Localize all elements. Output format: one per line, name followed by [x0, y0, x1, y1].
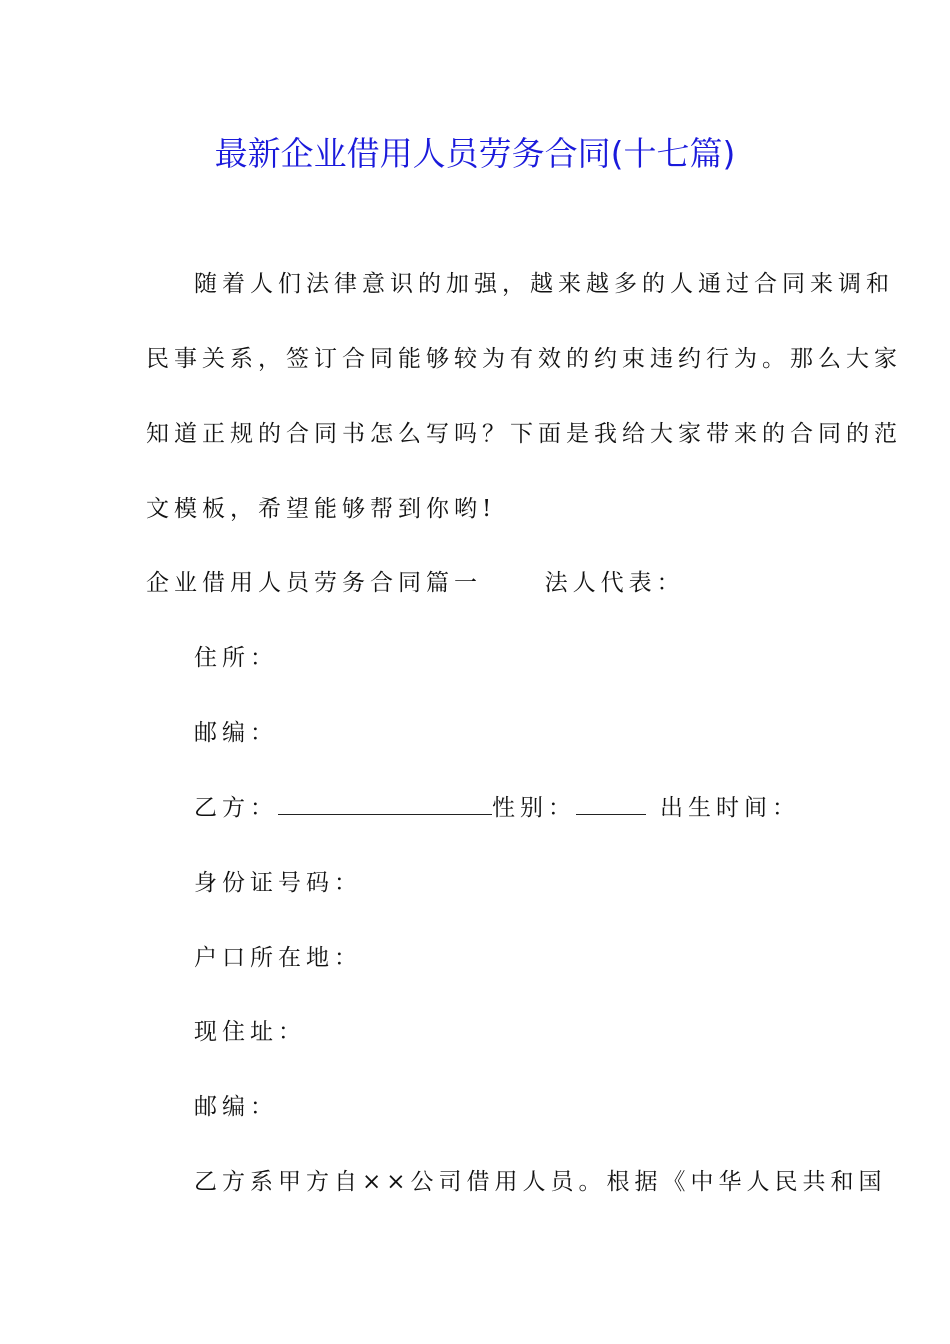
address-label: 住所： — [194, 645, 278, 671]
gender-blank — [576, 794, 646, 815]
section-heading-row — [146, 567, 685, 599]
intro-line-4: 文模板，希望能够帮到你哟! — [146, 496, 497, 522]
id-number-label: 身份证号码： — [194, 870, 362, 896]
party-b-blank — [278, 794, 492, 815]
current-address-label: 现住址： — [194, 1019, 306, 1045]
postcode-label: 邮编： — [194, 720, 278, 746]
party-b-label: 乙方： — [194, 795, 278, 821]
closing-line: 乙方系甲方自××公司借用人员。根据《中华人民共和国 — [194, 1169, 887, 1195]
postcode-label-2: 邮编： — [194, 1094, 278, 1120]
section-heading: 企业借用人员劳务合同篇一 — [146, 570, 482, 596]
intro-line-3: 知道正规的合同书怎么写吗？下面是我给大家带来的合同的范 — [146, 421, 902, 447]
party-b-row — [194, 792, 800, 824]
hukou-label: 户口所在地： — [194, 945, 362, 971]
intro-line-2: 民事关系，签订合同能够较为有效的约束违约行为。那么大家 — [146, 346, 902, 372]
legal-rep-label: 法人代表： — [544, 570, 685, 596]
document-title: 最新企业借用人员劳务合同(十七篇) — [214, 134, 736, 173]
gender-label: 性别： — [492, 795, 576, 821]
intro-line-1: 随着人们法律意识的加强，越来越多的人通过合同来调和 — [194, 271, 894, 297]
birth-label: 出生时间： — [660, 795, 800, 821]
